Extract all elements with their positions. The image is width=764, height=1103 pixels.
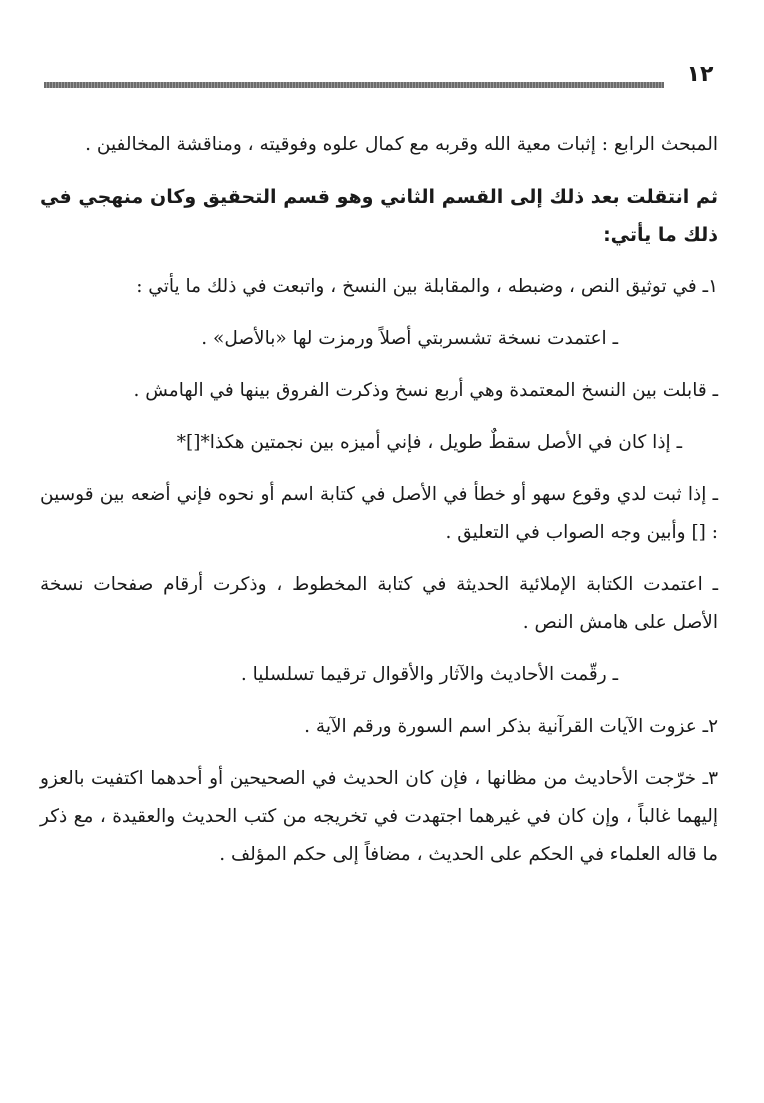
paragraph-base-copy: ـ اعتمدت نسخة تشسربتي أصلاً ورمزت لها «بالأصل» .	[201, 328, 618, 349]
paragraph-orthography: ـ اعتمدت الكتابة الإملائية الحديثة في كتابة المخطوط ، وذكرت أرقام صفحات نسخة الأصل على هامش النص .	[40, 574, 718, 633]
paragraph-chapter-four: المبحث الرابع : إثبات معية الله وقربه مع كمال علوه وفوقيته ، ومناقشة المخالفين .	[85, 134, 718, 155]
paragraph-point-two: ٢ـ عزوت الآيات القرآنية بذكر اسم السورة ورقم الآية .	[304, 716, 718, 737]
header-rule	[44, 82, 664, 88]
paragraph-method-intro: ثم انتقلت بعد ذلك إلى القسم الثاني وهو قسم التحقيق وكان منهجي في ذلك ما يأتي:	[40, 186, 718, 246]
document-page	[40, 60, 724, 888]
page-header	[40, 60, 724, 96]
paragraph-point-one: ١ـ في توثيق النص ، وضبطه ، والمقابلة بين النسخ ، واتبعت في ذلك ما يأتي :	[136, 276, 718, 297]
paragraph-numbering: ـ رقّمت الأحاديث والآثار والأقوال ترقيما تسلسليا .	[240, 664, 618, 685]
paragraph-point-three: ٣ـ خرّجت الأحاديث من مظانها ، فإن كان الحديث في الصحيحين أو أحدهما اكتفيت بالعزو إليهما غالباً ، وإن كان في غيرهما اجتهدت في تخريجه من كتب الحديث والعقيدة ، مع ذكر ما قاله العلماء في الحكم على الحديث ، مضافاً إلى حكم المؤلف .	[40, 768, 718, 865]
page-number: ١٢	[686, 62, 714, 87]
paragraph-error-brackets: ـ إذا ثبت لدي وقوع سهو أو خطأ في الأصل في كتابة اسم أو نحوه فإني أضعه بين قوسين : [] وأبين وجه الصواب في التعليق .	[40, 484, 718, 543]
paragraph-collation: ـ قابلت بين النسخ المعتمدة وهي أربع نسخ وذكرت الفروق بينها في الهامش .	[133, 380, 718, 401]
paragraph-omission-mark: ـ إذا كان في الأصل سقطٌ طويل ، فإني أميزه بين نجمتين هكذا*[]*	[176, 432, 682, 453]
body-text	[40, 126, 724, 874]
